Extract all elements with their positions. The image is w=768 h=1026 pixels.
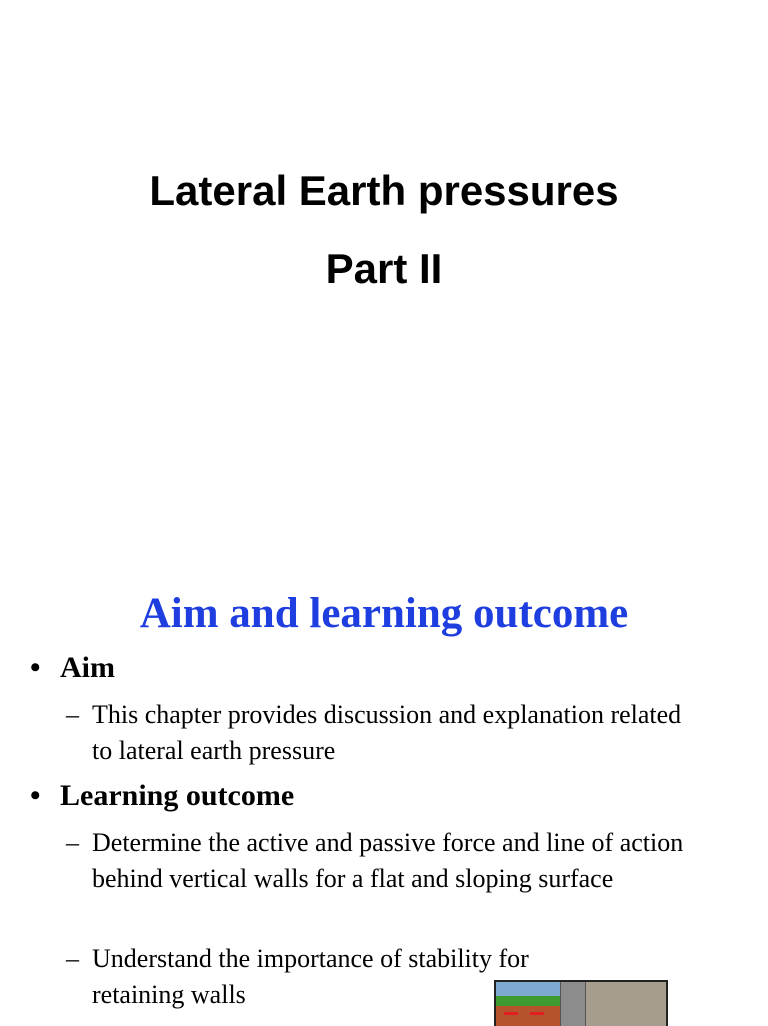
- slide-title: Lateral Earth pressures: [149, 167, 619, 214]
- pressure-arrow-icon: [530, 1012, 544, 1015]
- bullet-label: Learning outcome: [60, 779, 295, 812]
- bullet-marker: •: [30, 779, 41, 812]
- slide-heading: Aim and learning outcome: [139, 590, 629, 637]
- dash-marker: –: [66, 944, 79, 973]
- dash-marker: –: [66, 828, 79, 857]
- retaining-wall-image: [494, 980, 668, 1026]
- image-wall-face: [586, 982, 666, 1026]
- slide-subtitle: Part II: [325, 245, 443, 292]
- pressure-arrow-icon: [504, 1012, 518, 1015]
- image-grass: [496, 996, 560, 1006]
- dash-marker: –: [66, 700, 79, 729]
- image-soil: [496, 1006, 560, 1026]
- sub-item-text: Determine the active and passive force and line of action behind vertical walls for a flat and sloping surface: [92, 828, 684, 893]
- content-slide: [0, 560, 768, 1024]
- sub-item-text: This chapter provides discussion and explanation related to lateral earth pressure: [92, 700, 682, 765]
- sub-item: [66, 697, 706, 769]
- sub-item: [66, 825, 706, 897]
- image-wall: [560, 982, 586, 1026]
- bullet-label: Aim: [60, 651, 115, 684]
- sub-item-text: Understand the importance of stability for retaining walls: [92, 944, 529, 1009]
- bullet-marker: •: [30, 651, 41, 684]
